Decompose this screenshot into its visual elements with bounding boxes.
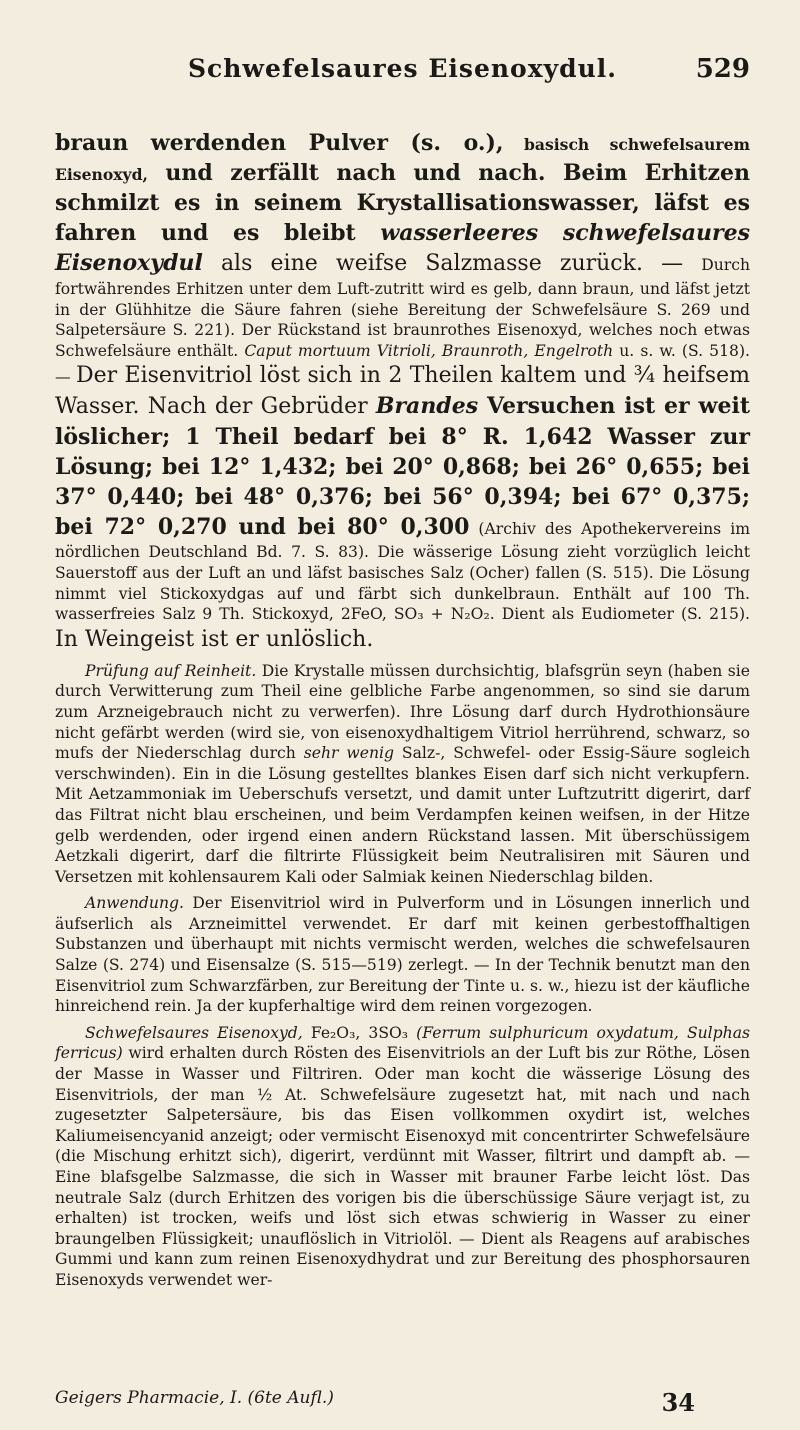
paragraph-usage — [55, 893, 750, 1017]
emphasis-term: sehr wenig — [303, 744, 394, 763]
solubility-values: Versuchen ist er weit löslicher; 1 Theil bedarf bei 8° R. 1,642 Wasser zur Lösung; bei 12° 1,432; bei 20° 0,868; bei 26° 0,655; bei 37° 0,440; bei 48° 0,376; bei 56° 0,394; bei 67° 0,375; bei 72° 0,270 und bei 80° 0,300 — [55, 393, 750, 541]
author-name: Brandes — [375, 393, 479, 420]
small-text: u. s. w. (S. 518). — — [55, 341, 750, 387]
large-text: braun werdenden Pulver (s. o.), — [55, 130, 504, 156]
paragraph-properties — [55, 128, 750, 655]
signature-line — [55, 1388, 750, 1418]
section-label: Schwefelsaures Eisenoxyd, — [85, 1023, 303, 1042]
body-text: Der Eisenvitriol wird in Pulverform und in Lösungen innerlich und äufserlich als Arzneimittel verwendet. Er darf mit keinen gerbestoffhaltigen Substanzen und überhaupt mit nichts vermischt werden, welches die schwefelsauren Salze (S. 274) und Eisensalze (S. 515—519) zerlegt. — In der Technik benutzt man den Eisenvitriol zum Schwarzfärben, zur Bereitung der Tinte u. s. w., hiezu ist der käufliche hinreichend rein. Ja der kupferhaltige wird dem reinen vorgezogen. — [55, 894, 750, 1016]
latin-names: (Ferrum sulphuricum oxydatum, Sulphas ferricus) — [55, 1023, 750, 1063]
section-label: Anwendung. — [85, 894, 184, 913]
solubility-text: Der Eisenvitriol löst sich in 2 Theilen kaltem und ¾ heifsem Wasser. Nach der Gebrüder — [55, 363, 750, 420]
book-signature: Geigers Pharmacie, I. (6te Aufl.) — [55, 1388, 334, 1408]
page-number: 529 — [695, 54, 750, 84]
small-text: Durch fortwährendes Erhitzen unter dem Luft-zutritt wird es gelb, dann braun, und läfst jetzt in der Glühhitze die Säure fahren (siehe Bereitung der Schwefelsäure S. 269 und Salpetersäure S. 221). Der Rückstand ist braunrothes Eisenoxyd, welches noch etwas Schwefelsäure enthält. — [55, 256, 750, 360]
emphasis-term: wasserleeres schwefelsaures Eisenoxydul — [55, 220, 750, 276]
small-text: (Archiv des Apothekervereins im nördlichen Deutschland Bd. 7. S. 83). Die wässerige Lösung zieht vorzüglich leicht Sauerstoff aus der Luft an und läfst basisches Salz (Ocher) fallen (S. 515). Die Lösung nimmt viel Stickoxydgas auf und färbt sich dunkelbraun. Enthält auf 100 Th. wasserfreies Salz 9 Th. Stickoxyd, 2FeO, SO₃ + N₂O₂. Dient als Eudiometer (S. 215). — [55, 520, 750, 624]
section-label: Prüfung auf Reinheit. — [85, 661, 257, 680]
page-header — [55, 54, 750, 94]
paragraph-testing — [55, 661, 750, 888]
paragraph-ferric-sulfate — [55, 1023, 750, 1291]
body-text: wird erhalten durch Rösten des Eisenvitriols an der Luft bis zur Röthe, Lösen der Masse in Wasser und Filtriren. Oder man kocht die wässerige Lösung des Eisenvitriols, der man ½ At. Schwefelsäure zugesetzt hat, mit nach und nach zugesetzter Salpetersäure, bis das Eisen vollkommen oxydirt ist, welches Kaliumeisencyanid anzeigt; oder vermischt Eisenoxyd mit concentrirter Schwefelsäure (die Mischung erhitzt sich), digerirt, verdünnt mit Wasser, filtrirt und dampft ab. — Eine blafsgelbe Salzmasse, die sich in Wasser mit brauner Farbe leicht löst. Das neutrale Salz (durch Erhitzen des vorigen bis die überschüssige Säure verjagt ist, zu erhalten) ist trocken, weifs und löst sich etwas schwierig in Wasser zu einer braungelben Flüssigkeit; unauflöslich in Vitriolöl. — Dient als Reagens auf arabisches Gummi und kann zum reinen Eisenoxydhydrat und zur Bereitung des phosphorsauren Eisenoxyds verwendet wer- — [55, 1044, 750, 1289]
large-text: als eine weifse Salzmasse zurück. — — [202, 251, 702, 276]
large-text: und zerfällt nach und nach. Beim Erhitzen schmilzt es in seinem Krystallisationswasser, läfst es fahren und es bleibt — [55, 160, 750, 246]
body-text: Salz-, Schwefel- oder Essig-Säure sogleich verschwinden). Ein in die Lösung gestelltes blankes Eisen darf sich nicht verkupfern. Mit Aetzammoniak im Ueberschufs versetzt, und damit unter Luftzutritt digerirt, darf das Filtrat nicht blau erscheinen, und beim Verdampfen keinen weifsen, in der Hitze gelb werdenden, oder irgend einen andern Rückstand lassen. Mit überschüssigem Aetzkali digerirt, darf die filtrirte Flüssigkeit beim Neutralisiren mit Säuren und Versetzen mit kohlensaurem Kali oder Salmiak keinen Niederschlag bilden. — [55, 744, 750, 886]
latin-names: Caput mortuum Vitrioli, Braunroth, Engelroth — [244, 341, 614, 360]
large-text: In Weingeist ist er unlöslich. — [55, 626, 374, 652]
page-body — [55, 128, 750, 1291]
sheet-signature: 34 — [661, 1388, 695, 1417]
running-title: Schwefelsaures Eisenoxydul. — [187, 54, 617, 83]
body-text: Die Krystalle müssen durchsichtig, blafsgrün seyn (haben sie durch Verwitterung zum Theil eine gelbliche Farbe angenommen, so sind sie darum zum Arzneigebrauch nicht zu verwerfen). Ihre Lösung darf durch Hydrothionsäure nicht gefärbt werden (wird sie, von eisenoxydhaltigem Vitriol herrührend, schwarz, so mufs der Niederschlag durch — [55, 661, 751, 763]
chemical-formula: Fe₂O₃, 3SO₃ — [302, 1023, 417, 1042]
small-text: basisch schwefelsaurem Eisenoxyd, — [55, 135, 750, 184]
